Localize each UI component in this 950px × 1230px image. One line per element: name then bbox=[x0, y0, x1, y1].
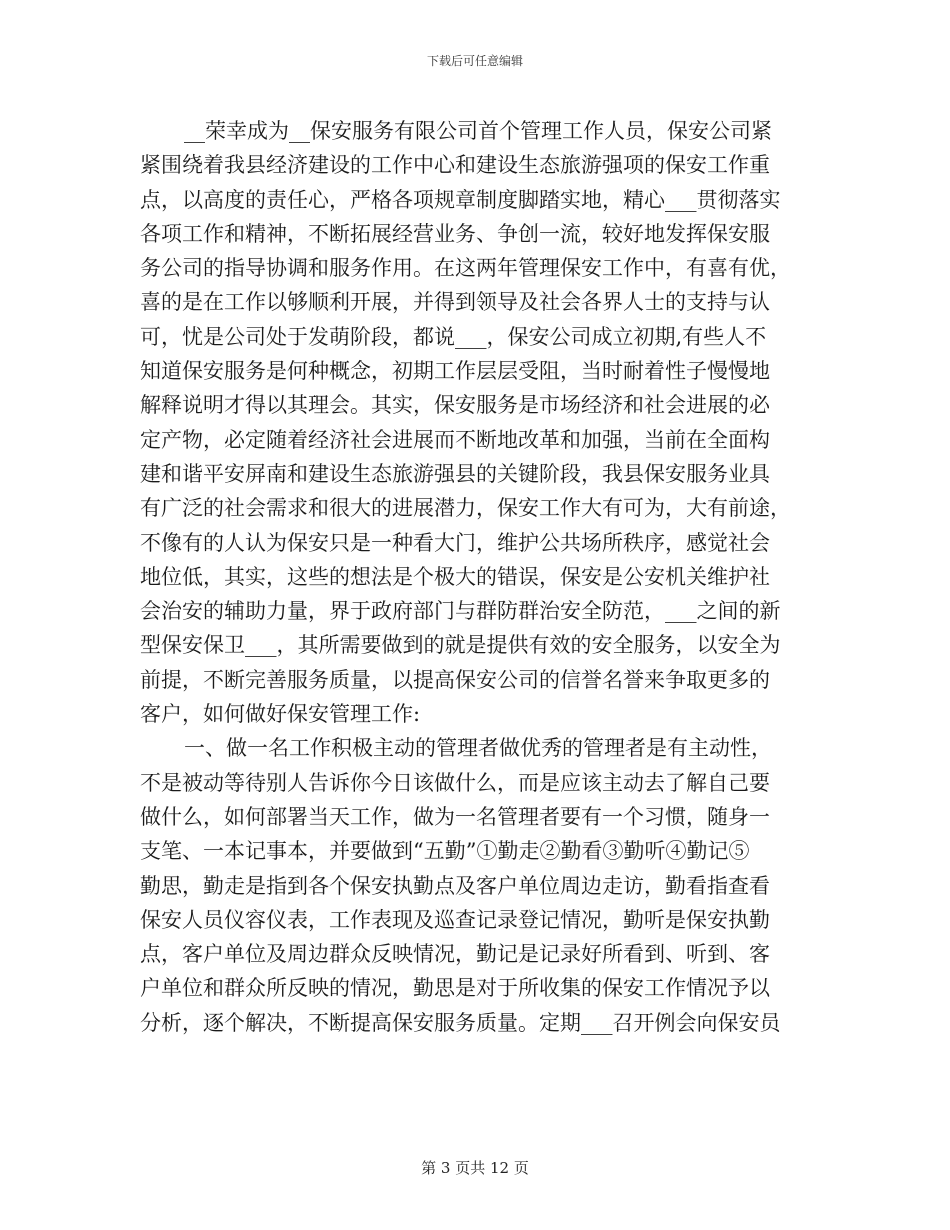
paragraph-line: 有广泛的社会需求和很大的进展潜力，保安工作大有可为，大有前途， bbox=[140, 496, 791, 521]
paragraph-line: 知道保安服务是何种概念，初期工作层层受阻，当时耐着性子慢慢地 bbox=[140, 359, 770, 384]
paragraph-line: 分析，逐个解决，不断提高保安服务质量。定期___召开例会向保安员 bbox=[140, 1010, 781, 1035]
paragraph-line: 务公司的指导协调和服务作用。在这两年管理保安工作中，有喜有优， bbox=[140, 256, 791, 281]
page-footer: 第 3 页共 12 页 bbox=[421, 1159, 529, 1177]
paragraph-line: 点，客户单位及周边群众反映情况，勤记是记录好所看到、听到、客 bbox=[140, 942, 770, 967]
paragraph-line: 可，忧是公司处于发萌阶段，都说___，保安公司成立初期,有些人不 bbox=[140, 324, 767, 349]
paragraph-line: 喜的是在工作以够顺利开展，并得到领导及社会各界人士的支持与认 bbox=[140, 290, 770, 315]
paragraph-line: 一、做一名工作积极主动的管理者做优秀的管理者是有主动性， bbox=[184, 736, 772, 761]
paragraph-line: 紧围绕着我县经济建设的工作中心和建设生态旅游强项的保安工作重 bbox=[140, 153, 770, 178]
paragraph-line: 前提，不断完善服务质量，以提高保安公司的信誉名誉来争取更多的 bbox=[140, 667, 770, 692]
paragraph-line: 点，以高度的责任心，严格各项规章制度脚踏实地，精心___贯彻落实 bbox=[140, 187, 781, 212]
paragraph-line: 勤思，勤走是指到各个保安执勤点及客户单位周边走访，勤看指查看 bbox=[140, 873, 770, 898]
paragraph-line: 定产物，必定随着经济社会进展而不断地改革和加强，当前在全面构 bbox=[140, 427, 770, 452]
paragraph-line: 建和谐平安屏南和建设生态旅游强县的关键阶段，我县保安服务业具 bbox=[140, 461, 770, 486]
paragraph-line: __荣幸成为__保安服务有限公司首个管理工作人员，保安公司紧 bbox=[184, 119, 772, 143]
paragraph-line: 不是被动等待别人告诉你今日该做什么，而是应该主动去了解自己要 bbox=[140, 770, 770, 795]
paragraph-line: 地位低，其实，这些的想法是个极大的错误，保安是公安机关维护社 bbox=[140, 564, 770, 589]
paragraph-line: 保安人员仪容仪表，工作表现及巡查记录登记情况，勤听是保安执勤 bbox=[140, 907, 770, 932]
paragraph-line: 不像有的人认为保安只是一种看大门，维护公共场所秩序，感觉社会 bbox=[140, 530, 770, 555]
page-header: 下载后可任意编辑 bbox=[426, 54, 523, 68]
paragraph-line: 客户，如何做好保安管理工作: bbox=[140, 702, 421, 727]
paragraph-line: 支笔、一本记事本，并要做到“五勤”①勤走②勤看③勤听④勤记⑤ bbox=[140, 839, 750, 864]
paragraph-line: 户单位和群众所反映的情况，勤思是对于所收集的保安工作情况予以 bbox=[140, 976, 770, 1001]
paragraph-line: 会治安的辅助力量，界于政府部门与群防群治安全防范，___之间的新 bbox=[140, 599, 781, 624]
body-text bbox=[140, 114, 812, 1040]
paragraph-line: 解释说明才得以其理会。其实，保安服务是市场经济和社会进展的必 bbox=[140, 393, 770, 418]
paragraph-line: 各项工作和精神，不断拓展经营业务、争创一流，较好地发挥保安服 bbox=[140, 221, 770, 246]
paragraph-line: 型保安保卫___，其所需要做到的就是提供有效的安全服务，以安全为 bbox=[140, 633, 781, 658]
paragraph-line: 做什么，如何部署当天工作，做为一名管理者要有一个习惯，随身一 bbox=[140, 804, 770, 829]
